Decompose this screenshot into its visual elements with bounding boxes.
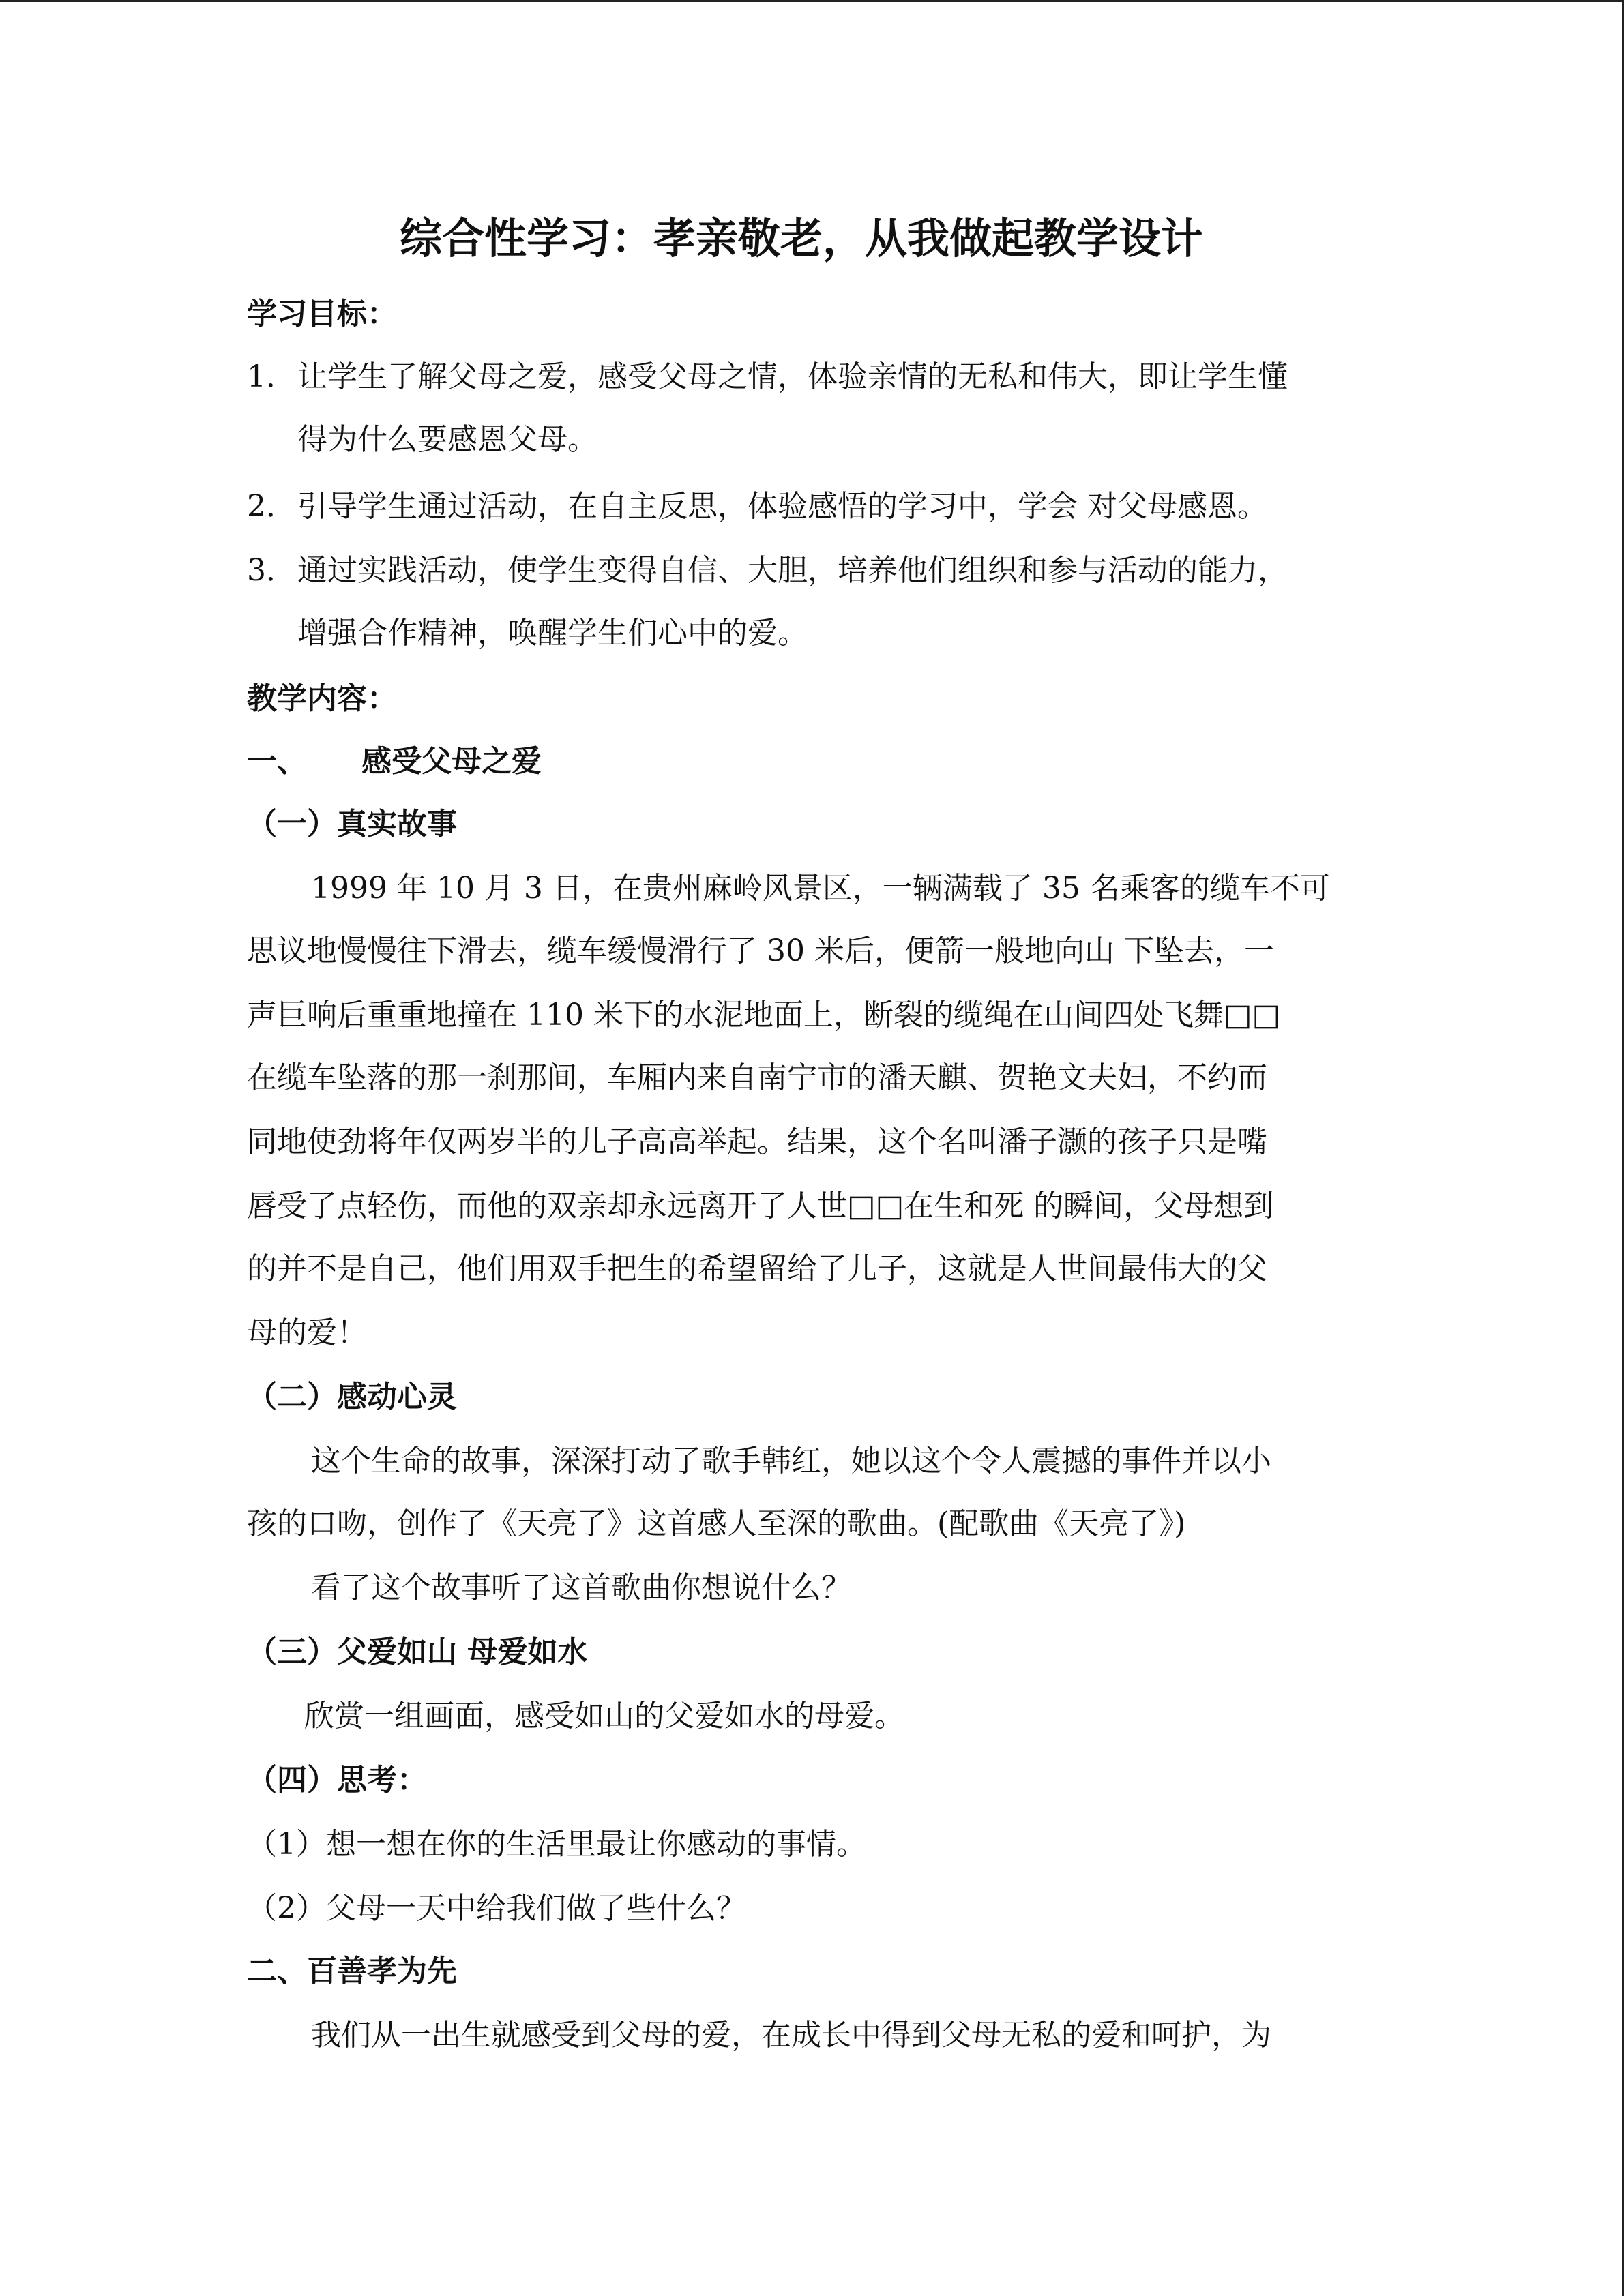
sub-3-line: 欣赏一组画面，感受如山的父爱如水的母爱。 <box>304 1699 904 1733</box>
story-line: 在缆车坠落的那一刹那间，车厢内来自南宁市的潘天麒、贺艳文夫妇，不约而 <box>247 1060 1267 1095</box>
story-line: 1999 年 10 月 3 日，在贵州麻岭风景区，一辆满载了 35 名乘客的缆车不可 <box>311 871 1330 906</box>
page-top-border <box>0 0 1624 2</box>
objective-2-number: 2． <box>247 489 296 524</box>
page-title: 综合性学习：孝亲敬老，从我做起教学设计 <box>400 213 1204 263</box>
objective-2-line-1: 引导学生通过活动，在自主反思，体验感悟的学习中，学会 对父母感恩。 <box>297 489 1267 524</box>
content-heading: 教学内容： <box>247 681 397 716</box>
sub-3-heading: （三）父爱如山 母爱如水 <box>247 1635 588 1669</box>
objective-3-number: 3． <box>247 553 296 588</box>
section-1-title: 感受父母之爱 <box>361 744 542 779</box>
sub-2-line: 这个生命的故事，深深打动了歌手韩红，她以这个令人震撼的事件并以小 <box>311 1444 1271 1478</box>
section-2-line: 我们从一出生就感受到父母的爱，在成长中得到父母无私的爱和呵护，为 <box>311 2018 1271 2053</box>
section-2-heading: 二、百善孝为先 <box>247 1954 457 1988</box>
sub-2-line: 看了这个故事听了这首歌曲你想说什么？ <box>311 1570 851 1605</box>
objective-1-number: 1． <box>247 359 296 394</box>
objective-1-line-1: 让学生了解父母之爱，感受父母之情，体验亲情的无私和伟大，即让学生懂 <box>297 359 1288 394</box>
sub-2-heading: （二）感动心灵 <box>247 1380 457 1414</box>
section-1-number: 一、 <box>247 744 307 779</box>
sub-2-line: 孩的口吻，创作了《天亮了》这首感人至深的歌曲。(配歌曲《天亮了》) <box>247 1506 1186 1541</box>
story-line: 的并不是自己，他们用双手把生的希望留给了儿子，这就是人世间最伟大的父 <box>247 1251 1267 1286</box>
think-item-2: （2）父母一天中给我们做了些什么？ <box>247 1891 746 1926</box>
story-line: 同地使劲将年仅两岁半的儿子高高举起。结果，这个名叫潘子灏的孩子只是嘴 <box>247 1124 1267 1159</box>
sub-4-heading: （四）思考： <box>247 1763 427 1798</box>
story-line: 声巨响后重重地撞在 110 米下的水泥地面上，断裂的缆绳在山间四处飞舞□□ <box>247 998 1281 1032</box>
objective-1-line-2: 得为什么要感恩父母。 <box>297 422 597 457</box>
objectives-heading: 学习目标： <box>247 297 397 331</box>
objective-3-line-2: 增强合作精神，唤醒学生们心中的爱。 <box>297 616 808 651</box>
story-line: 唇受了点轻伤，而他的双亲却永远离开了人世□□在生和死 的瞬间，父母想到 <box>247 1189 1274 1223</box>
story-line: 思议地慢慢往下滑去，缆车缓慢滑行了 30 米后，便箭一般地向山 下坠去，一 <box>247 934 1274 968</box>
sub-1-heading: （一）真实故事 <box>247 807 457 841</box>
story-line: 母的爱！ <box>247 1315 367 1350</box>
objective-3-line-1: 通过实践活动，使学生变得自信、大胆，培养他们组织和参与活动的能力， <box>297 553 1288 588</box>
think-item-1: （1）想一想在你的生活里最让你感动的事情。 <box>247 1827 866 1862</box>
